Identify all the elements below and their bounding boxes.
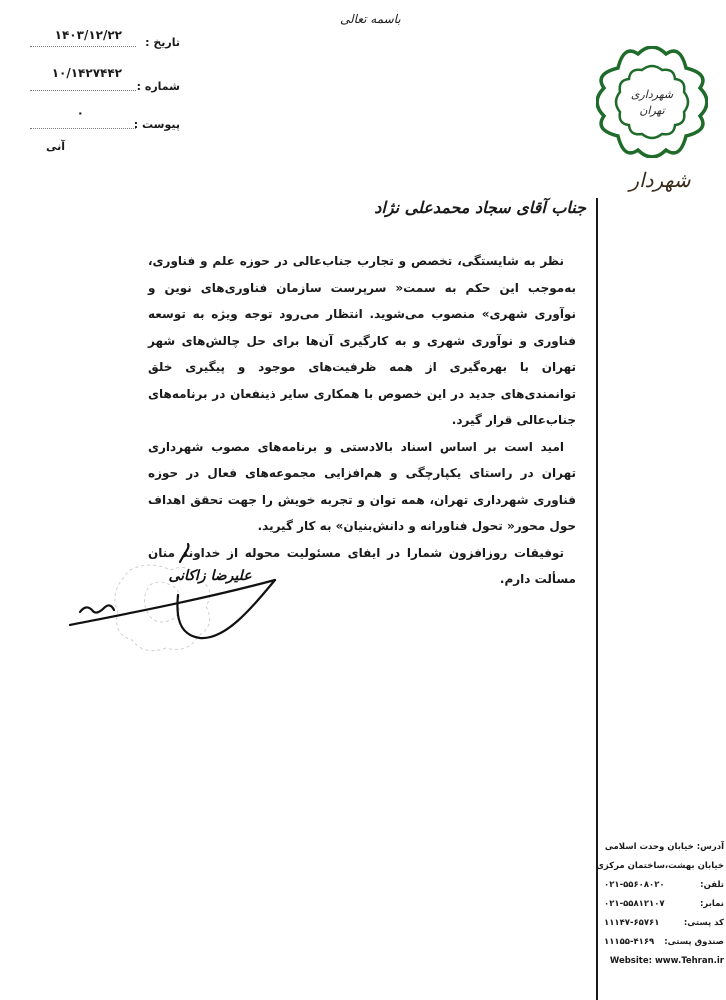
paragraph-appointment: نظر به شایستگی، تخصص و تجارب جناب‌عالی در حوزه علم و فناوری، به‌موجب این حکم به سمت« سرپرست سازمان فناوری‌های نوین و نوآوری شهری» منصوب می‌شوید. انتظار می‌رود توجه ویژه به توسعه فناوری و نوآوری شهری و به کارگیری آن‌ها برای حل چالش‌های شهر تهران با بهره‌گیری از همه ظرفیت‌های موجود و پیگیری خلق توانمندی‌های جدید در این خصوص با همکاری سایر ذینفعان در برنامه‌های جناب‌عالی قرار گیرد. [148,254,576,427]
tehran-municipality-logo-icon [596,46,708,158]
dotted-line [30,128,136,129]
recipient-line: جناب آقای سجاد محمدعلی نژاد [374,198,586,217]
address-row-2: خیابان بهشت،ساختمان مرکزی [596,861,724,871]
postal-code-row: کد پستی: ۱۱۱۴۷-۶۵۷۶۱ [604,914,724,933]
attachment-field [30,106,180,140]
po-box-row: صندوق پستی: ۱۱۱۵۵-۴۱۶۹ [604,933,724,952]
postal-code: ۱۱۱۴۷-۶۵۷۶۱ [604,918,660,928]
fax-number: ۰۲۱-۵۵۸۱۲۱۰۷ [604,899,665,909]
classification: آنی [46,140,66,153]
paragraph-closing: توفیقات روزافزون شمارا در ایفای مسئولیت محوله از خداوند منان مسألت دارم. [148,545,576,586]
paragraph-expectations: امید است بر اساس اسناد بالادستی و برنامه‌های مصوب شهرداری تهران در راستای یکپارچگی و هم‌افزایی مجموعه‌های فعال در حوزه فناوری شهرداری تهران، همه توان و تجربه خویش را جهت تحقق اهداف حول محور« تحول فناورانه و دانش‌بنیان» به کار گیرید. [148,439,576,533]
mayor-title: شهردار [629,168,691,192]
dotted-line [30,90,136,91]
signature-stamp [60,540,290,660]
attachment-value: ۰ [76,106,84,120]
phone-row: تلفن: ۰۲۱-۵۵۶۰۸۰۲۰ [604,876,724,895]
signature-name: علیرضا زاکانی [168,568,252,584]
svg-text:تهران: تهران [639,104,665,117]
date-label: تاریخ : [145,36,180,49]
date-value: ۱۴۰۳/۱۲/۲۲ [54,28,122,42]
address-row: آدرس: خیابان وحدت اسلامی [604,842,724,852]
number-value: ۱۰/۱۴۲۷۴۴۲ [51,66,122,80]
attachment-label: پیوست : [133,118,180,131]
invocation-heading: باسمه تعالی [340,12,401,26]
dotted-line [30,46,136,47]
focus-axis: تحول فناورانه و دانش‌بنیان [343,519,503,533]
number-field [30,66,180,98]
contact-info [596,838,724,971]
number-label: شماره : [136,80,180,93]
po-box: ۱۱۱۵۵-۴۱۶۹ [604,937,655,947]
date-field [30,28,180,58]
appointed-position: سرپرست سازمان فناوری‌های نوین و نوآوری شهری [148,280,576,321]
phone-number: ۰۲۱-۵۵۶۰۸۰۲۰ [604,880,665,890]
fax-row: نمابر: ۰۲۱-۵۵۸۱۲۱۰۷ [604,895,724,914]
vertical-divider [596,198,598,1000]
website-link[interactable]: Website: www.Tehran.ir [609,956,724,966]
logo-text: شهرداری [630,88,674,101]
